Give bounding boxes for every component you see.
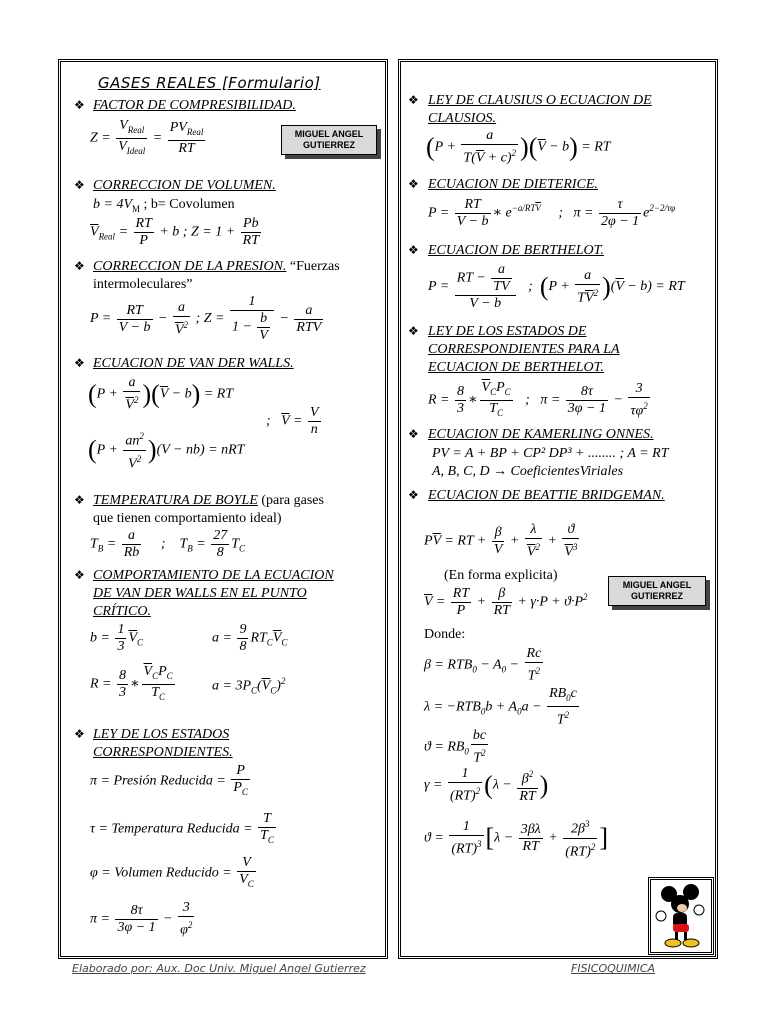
bullet-icon: ❖ xyxy=(408,324,419,338)
phi-label: φ = Volumen Reducido = xyxy=(90,865,232,881)
heading-critical-l3: CRÍTICO. xyxy=(93,604,151,619)
equation-berthelot: P = RT − $\frac{a}{T\overline{V}}$ $\overline{V} - b$ ; (P + $\frac{a}{T\overline{V}^2}$ )$(\overline{V} - b)$ = RT xyxy=(428,262,685,311)
heading-corresponding-l2: CORRESPONDIENTES. xyxy=(93,745,233,760)
heading-berthelot: ECUACION DE BERTHELOT. xyxy=(428,243,604,258)
heading-berthelot-states-l3: ECUACION DE BERTHELOT. xyxy=(428,360,604,375)
equation-beattie-explicit: $\overline{V}$ = $\frac{RT}{P}$ + $\frac{\beta}{RT}$ + $\gamma\cdot P + ϑ\cdot P^2$ xyxy=(424,586,588,618)
heading-van-der-walls: ECUACION DE VAN DER WALLS. xyxy=(93,356,294,371)
heading-corresponding-l1: LEY DE LOS ESTADOS xyxy=(93,727,230,742)
heading-critical-l1: COMPORTAMIENTO DE LA ECUACION xyxy=(93,568,334,583)
donde-label: Donde: xyxy=(424,627,466,642)
heading-boyle xyxy=(93,492,324,509)
equation-tau: τ = Temperatura Reducida = $\frac{T}{T_C}$ xyxy=(90,811,274,845)
heading-clausius-l2: CLAUSIOS. xyxy=(428,111,497,126)
page-title: GASES REALES [Formulario] xyxy=(98,74,321,92)
heading-boyle-tail: (para gases xyxy=(257,493,324,508)
equation-vdw-total: (P + $\frac{an^2}{V^2}$ )(V − nb) = nRT xyxy=(88,428,244,472)
mickey-illustration xyxy=(648,877,714,955)
bullet-icon: ❖ xyxy=(408,243,419,257)
equation-dieterice: P = $\frac{RT}{\overline{V} - b}$ ∗ $e^{-a/RT\overline{V}}$ ; π = $\frac{\tau}{2\varphi - 1}$ $e^{2-2/\tau\varphi}$ xyxy=(428,197,676,229)
heading-pressure-tail: “Fuerzas xyxy=(286,259,340,274)
equation-pressure: P = $\frac{RT}{\overline{V} - b}$ − $\frac{a}{\overline{V}^2}$ ; Z = 1 1 − $\frac{b}{V}$ − $\frac{a}{RT\overline{V}}$ xyxy=(90,294,322,343)
boyle-line2: que tienen comportamiento ideal) xyxy=(93,511,282,526)
footer-subject: FISICOQUIMICA xyxy=(571,962,656,975)
author-badge: MIGUEL ANGEL GUTIERREZ xyxy=(281,125,377,155)
equation-vreal: $\overline{V}_{Real}$ = $\frac{RT}{P}$ + b ; Z = 1 + $\frac{Pb}{RT}$ xyxy=(90,216,259,248)
bullet-icon: ❖ xyxy=(74,568,85,582)
equation-theta2: ϑ = $\frac{1}{(RT)^3}$ [λ − $\frac{3\beta\lambda}{RT}$ + $\frac{2\beta^3}{(RT)^2}$ ] xyxy=(424,816,608,860)
bullet-icon: ❖ xyxy=(74,178,85,192)
heading-compressibility: FACTOR DE COMPRESIBILIDAD. xyxy=(93,98,296,113)
covolume-eq: b = 4V xyxy=(93,197,132,212)
equation-virial: A, B, C, D → CoeficientesViriales xyxy=(432,464,624,479)
tau-label: τ = Temperatura Reducida = xyxy=(90,821,253,837)
equation-clausius: (P + $\frac{a}{T(\overline{V} + c)^2}$ )$(\overline{V} - b)$ = RT xyxy=(426,128,611,166)
heading-volume-correction: CORRECCION DE VOLUMEN. xyxy=(93,178,276,193)
bullet-icon: ❖ xyxy=(74,493,85,507)
covolume-line xyxy=(93,196,235,218)
heading-pressure-correction xyxy=(93,258,340,275)
equation-pi: π = Presión Reducida = $\frac{P}{P_C}$ xyxy=(90,763,248,797)
bullet-icon: ❖ xyxy=(74,259,85,273)
equation-beta: $\beta = RTB_0 - A_0$ − $\frac{Rc}{T^2}$ xyxy=(424,646,542,684)
equation-theta: $ϑ = RB_0$ $\frac{bc}{T^2}$ xyxy=(424,728,487,766)
heading-berthelot-states-l2: CORRESPONDIENTES PARA LA xyxy=(428,342,620,357)
bullet-icon: ❖ xyxy=(74,98,85,112)
heading-boyle-text: TEMPERATURA DE BOYLE xyxy=(93,493,258,508)
heading-beattie-bridgeman: ECUACION DE BEATTIE BRIDGEMAN. xyxy=(428,488,665,503)
equation-beattie: $P\overline{V}$ = RT + $\frac{\beta}{V}$ + $\frac{\lambda}{\overline{V}^2}$ + $\frac{ϑ}{\overline{V}^3}$ xyxy=(424,522,578,560)
covolume-text: ; b= Covolumen xyxy=(140,197,235,212)
equation-boyle: $T_B$ = $\frac{a}{Rb}$ ; $T_B$ = $\frac{27}{8}$ $T_C$ xyxy=(90,528,246,560)
heading-clausius-l1: LEY DE CLAUSIUS O ECUACION DE xyxy=(428,93,652,108)
heading-kamerling-onnes: ECUACION DE KAMERLING ONNES. xyxy=(428,427,654,442)
bullet-icon: ❖ xyxy=(408,93,419,107)
equation-critical-a: a = $\frac{9}{8}$ $RT_C\overline{V}_C$ xyxy=(212,622,288,654)
explicit-form-label: (En forma explicita) xyxy=(444,568,558,583)
pi-label: π = Presión Reducida = xyxy=(90,773,226,789)
equation-phi: φ = Volumen Reducido = $\frac{V}{V_C}$ xyxy=(90,855,254,889)
bullet-icon: ❖ xyxy=(408,177,419,191)
bullet-icon: ❖ xyxy=(74,727,85,741)
footer-author: Elaborado por: Aux. Doc Univ. Miguel Angel Gutierrez xyxy=(72,962,366,975)
heading-dieterice: ECUACION DE DIETERICE. xyxy=(428,177,598,192)
bullet-icon: ❖ xyxy=(74,356,85,370)
equation-critical-r: R = $\frac{8}{3}$ ∗ $\frac{\overline{V}_CP_C}{T_C}$ xyxy=(90,664,173,702)
equation-critical-a2: $a = 3P_C(\overline{V}_C)^2$ xyxy=(212,676,286,696)
equation-berthelot-states: R = $\frac{8}{3}$ ∗ $\frac{\overline{V}_CP_C}{T_C}$ ; π = $\frac{8\tau}{3\varphi - 1}$ − $\frac{3}{\tau\varphi^2}$ xyxy=(428,380,648,419)
equation-critical-b: b = $\frac{1}{3}$ $\overline{V}_C$ xyxy=(90,622,144,654)
pressure-line2: intermoleculares” xyxy=(93,277,193,292)
equation-vdw-molar: (P + $\frac{a}{\overline{V}^2}$ )$(\overline{V} - b)$ = RT xyxy=(88,375,234,413)
equation-z: Z = $\frac{V_{Real}}{V_{Ideal}}$ = $\frac{PV_{Real}}{RT}$ xyxy=(90,118,204,156)
equation-vbar: ; $\overline{V}$ = $\frac{V}{n}$ xyxy=(266,405,319,437)
equation-lambda: $\lambda = -RTB_0b + A_0a$ − $\frac{RB_0c}{T^2}$ xyxy=(424,686,577,728)
author-badge: MIGUEL ANGEL GUTIERREZ xyxy=(608,576,706,606)
bullet-icon: ❖ xyxy=(408,488,419,502)
equation-reduced-state: π = $\frac{8\tau}{3\varphi - 1}$ − $\frac{3}{\varphi^2}$ xyxy=(90,900,193,938)
covolume-sub: M xyxy=(132,203,141,214)
heading-critical-l2: DE VAN DER WALLS EN EL PUNTO xyxy=(93,586,307,601)
heading-berthelot-states-l1: LEY DE LOS ESTADOS DE xyxy=(428,324,587,339)
bullet-icon: ❖ xyxy=(408,427,419,441)
heading-pressure-text: CORRECCION DE LA PRESION. xyxy=(93,259,287,274)
equation-onnes: PV = A + BP + CP² DP³ + ........ ; A = RT xyxy=(432,446,669,461)
equation-gamma: γ = $\frac{1}{(RT)^2}$ (λ − $\frac{\beta^2}{RT}$ ) xyxy=(424,766,549,804)
